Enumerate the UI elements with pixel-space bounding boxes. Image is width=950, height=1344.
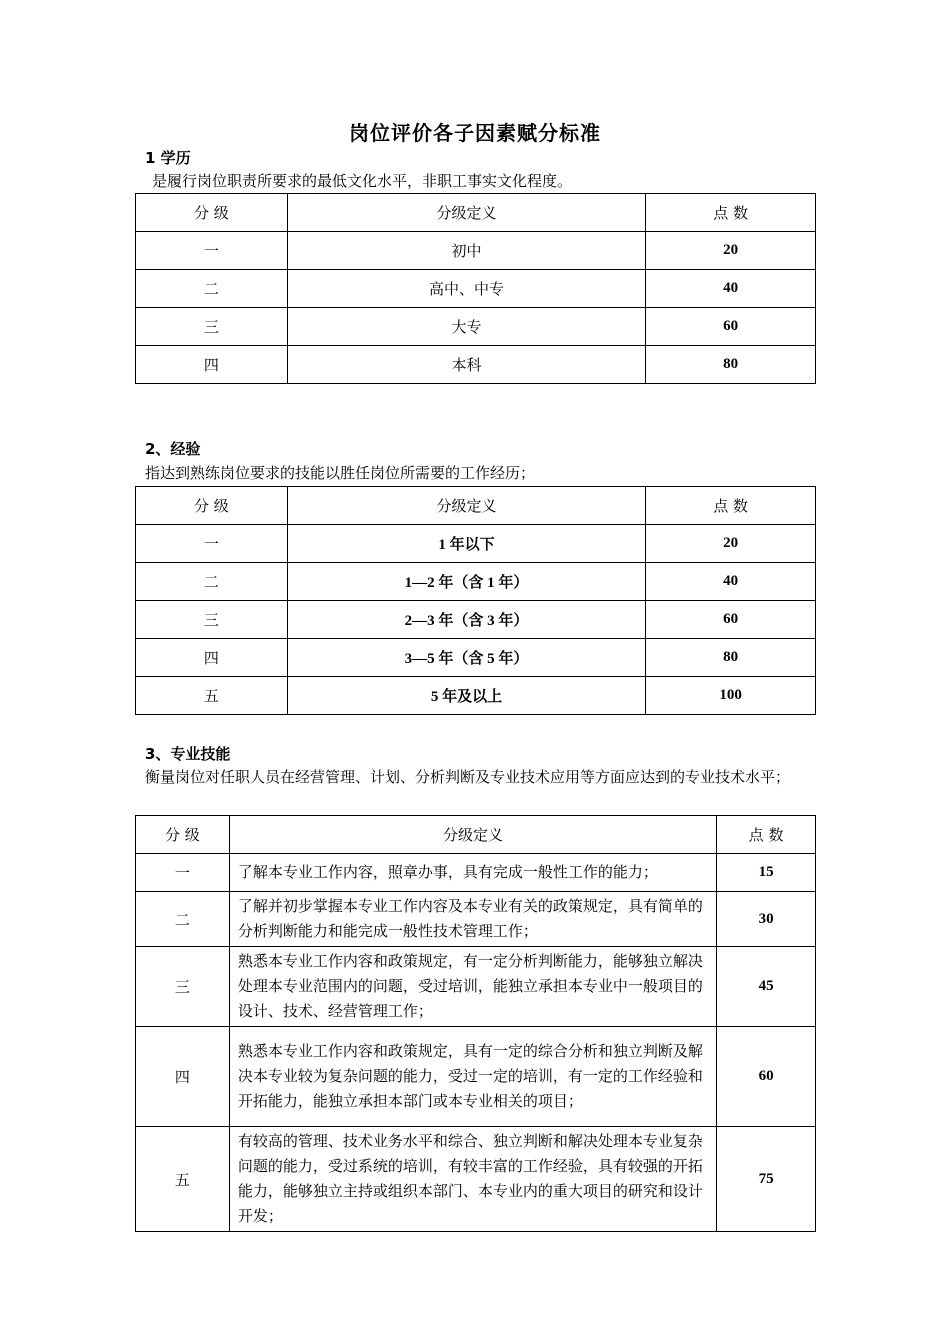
level-cell: 二 — [136, 892, 230, 947]
section-description-experience: 指达到熟练岗位要求的技能以胜任岗位所需要的工作经历； — [145, 464, 536, 482]
points-cell: 60 — [646, 308, 816, 346]
points-cell: 20 — [646, 232, 816, 270]
section-heading-skills: 3、专业技能 — [145, 745, 231, 763]
points-cell: 20 — [646, 525, 816, 563]
table-row — [136, 270, 816, 308]
column-header-level: 分 级 — [136, 194, 288, 232]
level-cell: 一 — [136, 232, 288, 270]
level-cell: 三 — [136, 947, 230, 1027]
table-row — [136, 892, 816, 947]
table-header-row — [136, 194, 816, 232]
definition-cell: 了解并初步掌握本专业工作内容及本专业有关的政策规定，具有简单的分析判断能力和能完成一般性技术管理工作； — [229, 892, 716, 947]
definition-cell: 5 年及以上 — [287, 677, 645, 715]
level-cell: 五 — [136, 1127, 230, 1232]
points-cell: 15 — [717, 854, 816, 892]
table-row — [136, 677, 816, 715]
points-cell: 75 — [717, 1127, 816, 1232]
points-cell: 40 — [646, 270, 816, 308]
column-header-definition: 分级定义 — [287, 194, 645, 232]
definition-cell: 熟悉本专业工作内容和政策规定，有一定分析判断能力，能够独立解决处理本专业范围内的问题，受过培训，能独立承担本专业中一般项目的设计、技术、经营管理工作； — [229, 947, 716, 1027]
table-row — [136, 601, 816, 639]
points-cell: 80 — [646, 346, 816, 384]
table-row — [136, 525, 816, 563]
level-cell: 三 — [136, 308, 288, 346]
level-cell: 二 — [136, 270, 288, 308]
section-heading-education: 1 学历 — [145, 149, 191, 167]
column-header-points: 点 数 — [717, 816, 816, 854]
level-cell: 五 — [136, 677, 288, 715]
points-cell: 60 — [646, 601, 816, 639]
table-header-row — [136, 816, 816, 854]
table-header-row — [136, 487, 816, 525]
definition-cell: 高中、中专 — [287, 270, 645, 308]
column-header-definition: 分级定义 — [287, 487, 645, 525]
level-cell: 一 — [136, 525, 288, 563]
table-row — [136, 308, 816, 346]
level-cell: 四 — [136, 1027, 230, 1127]
definition-cell: 有较高的管理、技术业务水平和综合、独立判断和解决处理本专业复杂问题的能力，受过系统的培训，有较丰富的工作经验，具有较强的开拓能力，能够独立主持或组织本部门、本专业内的重大项目的研究和设计开发； — [229, 1127, 716, 1232]
education-table — [135, 193, 816, 384]
column-header-points: 点 数 — [646, 487, 816, 525]
table-row — [136, 1027, 816, 1127]
definition-cell: 熟悉本专业工作内容和政策规定，具有一定的综合分析和独立判断及解决本专业较为复杂问题的能力，受过一定的培训，有一定的工作经验和开拓能力，能独立承担本部门或本专业相关的项目； — [229, 1027, 716, 1127]
column-header-definition: 分级定义 — [229, 816, 716, 854]
table-row — [136, 232, 816, 270]
definition-cell: 本科 — [287, 346, 645, 384]
points-cell: 100 — [646, 677, 816, 715]
section-heading-experience: 2、经验 — [145, 440, 201, 458]
points-cell: 30 — [717, 892, 816, 947]
points-cell: 60 — [717, 1027, 816, 1127]
level-cell: 三 — [136, 601, 288, 639]
page-title: 岗位评价各子因素赋分标准 — [349, 121, 601, 145]
level-cell: 四 — [136, 639, 288, 677]
points-cell: 40 — [646, 563, 816, 601]
points-cell: 80 — [646, 639, 816, 677]
points-cell: 45 — [717, 947, 816, 1027]
table-row — [136, 563, 816, 601]
column-header-level: 分 级 — [136, 487, 288, 525]
experience-table — [135, 486, 816, 715]
definition-cell: 1 年以下 — [287, 525, 645, 563]
definition-cell: 1—2 年（含 1 年） — [287, 563, 645, 601]
table-row — [136, 639, 816, 677]
skills-table — [135, 815, 816, 1232]
section-description-skills: 衡量岗位对任职人员在经营管理、计划、分析判断及专业技术应用等方面应达到的专业技术水平； — [145, 768, 791, 786]
definition-cell: 3—5 年（含 5 年） — [287, 639, 645, 677]
definition-cell: 了解本专业工作内容，照章办事，具有完成一般性工作的能力； — [229, 854, 716, 892]
level-cell: 一 — [136, 854, 230, 892]
column-header-points: 点 数 — [646, 194, 816, 232]
section-description-education: 是履行岗位职责所要求的最低文化水平，非职工事实文化程度。 — [152, 172, 573, 190]
definition-cell: 2—3 年（含 3 年） — [287, 601, 645, 639]
level-cell: 四 — [136, 346, 288, 384]
table-row — [136, 346, 816, 384]
table-row — [136, 854, 816, 892]
definition-cell: 大专 — [287, 308, 645, 346]
column-header-level: 分 级 — [136, 816, 230, 854]
level-cell: 二 — [136, 563, 288, 601]
table-row — [136, 1127, 816, 1232]
table-row — [136, 947, 816, 1027]
definition-cell: 初中 — [287, 232, 645, 270]
